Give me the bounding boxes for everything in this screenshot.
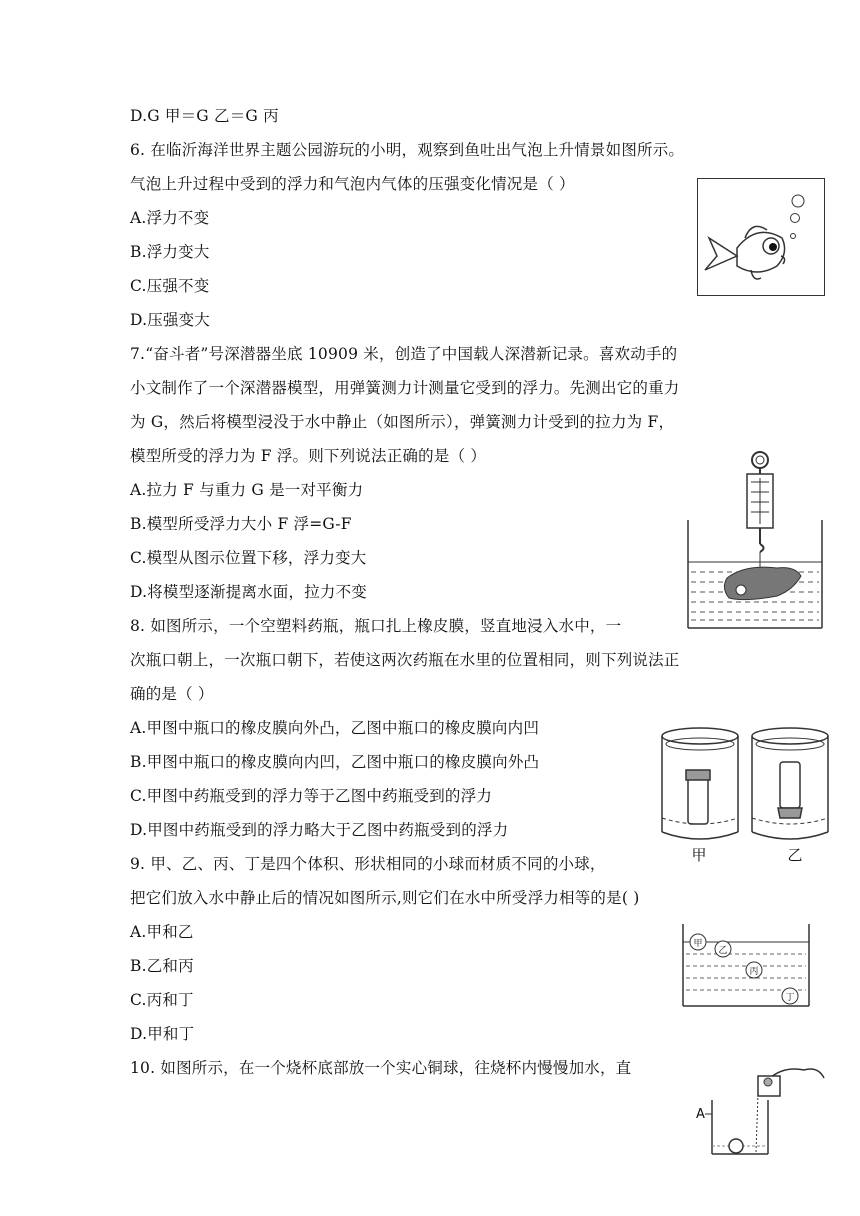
question-9-line-2: 把它们放入水中静止后的情况如图所示,则它们在水中所受浮力相等的是( ) [130, 889, 640, 907]
ball-label-ding: 丁 [785, 993, 795, 1003]
option-b-q9: B.乙和丙 [130, 957, 194, 975]
fish-bubbles-figure [697, 178, 825, 296]
spring-scale-figure [685, 448, 825, 630]
option-d-q6: D.压强变大 [130, 311, 211, 329]
question-7-line-3: 为 G，然后将模型浸没于水中静止（如图所示），弹簧测力计受到的拉力为 F， [130, 413, 675, 431]
option-b-q6: B.浮力变大 [130, 243, 210, 261]
option-b-q8: B.甲图中瓶口的橡皮膜向内凹，乙图中瓶口的橡皮膜向外凸 [130, 753, 540, 771]
ball-label-bing: 丙 [749, 967, 759, 977]
option-a-q8: A.甲图中瓶口的橡皮膜向外凸，乙图中瓶口的橡皮膜向内凹 [130, 719, 540, 737]
bottle-label-jia: 甲 [691, 846, 707, 864]
bottle-label-yi: 乙 [787, 846, 803, 864]
question-6-line-1: 6. 在临沂海洋世界主题公园游玩的小明，观察到鱼吐出气泡上升情景如图所示。 [130, 141, 685, 159]
question-7-line-4: 模型所受的浮力为 F 浮。则下列说法正确的是（ ） [130, 447, 487, 465]
option-a-q7: A.拉力 F 与重力 G 是一对平衡力 [130, 481, 364, 499]
option-d-q9: D.甲和丁 [130, 1025, 195, 1043]
beaker-mark-a: A [696, 1107, 705, 1122]
question-10-line-1: 10. 如图所示，在一个烧杯底部放一个实心铜球，往烧杯内慢慢加水，直 [130, 1059, 632, 1077]
option-d-q7: D.将模型逐渐提离水面，拉力不变 [130, 583, 368, 601]
question-8-line-2: 次瓶口朝上，一次瓶口朝下，若使这两次药瓶在水里的位置相同，则下列说法正 [130, 651, 680, 669]
question-7-line-2: 小文制作了一个深潜器模型，用弹簧测力计测量它受到的浮力。先测出它的重力 [130, 379, 680, 397]
ball-label-yi: 乙 [718, 946, 728, 956]
beaker-pouring-figure [692, 1060, 830, 1160]
question-7-line-1: 7.“奋斗者”号深潜器坐底 10909 米，创造了中国载人深潜新记录。喜欢动手的 [130, 345, 678, 363]
question-6-line-2: 气泡上升过程中受到的浮力和气泡内气体的压强变化情况是（ ） [130, 175, 575, 193]
balls-figure [680, 924, 812, 1010]
option-b-q7: B.模型所受浮力大小 F 浮=G-F [130, 515, 352, 533]
option-c-q9: C.丙和丁 [130, 991, 194, 1009]
option-d-q5: D.G 甲＝G 乙＝G 丙 [130, 107, 279, 125]
option-a-q6: A.浮力不变 [130, 209, 210, 227]
beaker-jia [662, 728, 738, 839]
question-9-line-1: 9. 甲、乙、丙、丁是四个体积、形状相同的小球而材质不同的小球， [130, 855, 606, 873]
option-c-q8: C.甲图中药瓶受到的浮力等于乙图中药瓶受到的浮力 [130, 787, 493, 805]
question-8-line-3: 确的是（ ） [130, 685, 214, 703]
option-d-q8: D.甲图中药瓶受到的浮力略大于乙图中药瓶受到的浮力 [130, 821, 509, 839]
bottles-figure [655, 722, 835, 864]
option-c-q7: C.模型从图示位置下移，浮力变大 [130, 549, 367, 567]
question-8-line-1: 8. 如图所示，一个空塑料药瓶，瓶口扎上橡皮膜，竖直地浸入水中，一 [130, 617, 622, 635]
option-c-q6: C.压强不变 [130, 277, 210, 295]
ball-label-jia: 甲 [693, 939, 703, 949]
option-a-q9: A.甲和乙 [130, 923, 194, 941]
beaker-yi [752, 728, 828, 839]
